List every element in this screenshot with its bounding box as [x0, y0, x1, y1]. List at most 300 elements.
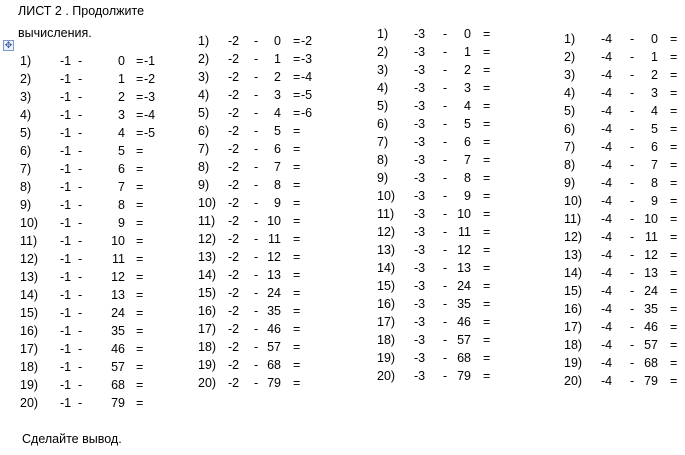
row-number: 2) — [377, 45, 389, 59]
equals-sign: = — [293, 160, 301, 174]
minuend: -4 — [601, 50, 613, 64]
answer[interactable]: -4 — [301, 70, 313, 84]
equals-sign: = — [670, 122, 678, 136]
minuend: -1 — [60, 198, 72, 212]
minuend: -3 — [414, 99, 426, 113]
subtrahend: 6 — [464, 135, 471, 149]
row-number: 14) — [20, 288, 39, 302]
subtrahend: 4 — [651, 104, 658, 118]
row-number: 10) — [20, 216, 39, 230]
minus-sign: - — [630, 320, 635, 334]
subtrahend: 11 — [112, 252, 125, 266]
subtrahend: 0 — [118, 54, 125, 68]
minuend: -3 — [414, 333, 426, 347]
minuend: -1 — [60, 54, 72, 68]
row-number: 17) — [20, 342, 39, 356]
minus-sign: - — [254, 340, 259, 354]
row-number: 10) — [198, 196, 217, 210]
equals-sign: = — [483, 315, 491, 329]
row-number: 13) — [198, 250, 217, 264]
minuend: -1 — [60, 252, 72, 266]
subtrahend: 6 — [651, 140, 658, 154]
row-number: 5) — [377, 99, 389, 113]
minuend: -2 — [228, 88, 240, 102]
subtrahend: 9 — [651, 194, 658, 208]
row-number: 17) — [564, 320, 583, 334]
minuend: -1 — [60, 126, 72, 140]
subtrahend: 5 — [274, 124, 281, 138]
minuend: -1 — [60, 288, 72, 302]
equals-sign: = — [483, 81, 491, 95]
row-number: 3) — [377, 63, 389, 77]
equals-sign: = — [136, 234, 144, 248]
subtrahend: 24 — [111, 306, 125, 320]
minuend: -4 — [601, 356, 613, 370]
minuend: -2 — [228, 196, 240, 210]
minus-sign: - — [443, 99, 448, 113]
minuend: -2 — [228, 286, 240, 300]
equals-sign: = — [293, 304, 301, 318]
worksheet-title — [18, 0, 218, 44]
minuend: -4 — [601, 122, 613, 136]
subtrahend: 10 — [644, 212, 658, 226]
minuend: -1 — [60, 324, 72, 338]
equals-sign: = — [670, 284, 678, 298]
minus-sign: - — [254, 304, 259, 318]
row-number: 3) — [198, 70, 210, 84]
equals-sign: = — [483, 63, 491, 77]
minuend: -2 — [228, 34, 240, 48]
minus-sign: - — [78, 108, 83, 122]
minus-sign: - — [254, 178, 259, 192]
minus-sign: - — [443, 351, 448, 365]
equals-sign: = — [293, 178, 301, 192]
answer[interactable]: -2 — [144, 72, 156, 86]
equals-sign: = — [136, 252, 144, 266]
subtrahend: 9 — [274, 196, 281, 210]
subtrahend: 12 — [267, 250, 281, 264]
equals-sign: = — [293, 358, 301, 372]
equals-sign: = — [293, 286, 301, 300]
minuend: -4 — [601, 284, 613, 298]
row-number: 2) — [20, 72, 32, 86]
minuend: -3 — [414, 351, 426, 365]
subtrahend: 7 — [274, 160, 281, 174]
minuend: -4 — [601, 176, 613, 190]
minus-sign: - — [630, 284, 635, 298]
subtrahend: 79 — [267, 376, 281, 390]
conclusion-prompt: Сделайте вывод. — [22, 432, 122, 446]
row-number: 13) — [377, 243, 396, 257]
minuend: -2 — [228, 358, 240, 372]
equals-sign: = — [293, 34, 301, 48]
subtrahend: 2 — [651, 68, 658, 82]
row-number: 2) — [564, 50, 576, 64]
row-number: 19) — [20, 378, 39, 392]
minus-sign: - — [78, 198, 83, 212]
minus-sign: - — [78, 90, 83, 104]
minus-sign: - — [443, 225, 448, 239]
minuend: -3 — [414, 27, 426, 41]
minuend: -3 — [414, 207, 426, 221]
subtrahend: 11 — [645, 230, 658, 244]
equals-sign: = — [670, 248, 678, 262]
minuend: -4 — [601, 86, 613, 100]
equals-sign: = — [293, 232, 301, 246]
equals-sign: = — [670, 302, 678, 316]
subtrahend: 7 — [651, 158, 658, 172]
row-number: 16) — [564, 302, 583, 316]
subtrahend: 9 — [464, 189, 471, 203]
minus-sign: - — [254, 232, 259, 246]
row-number: 4) — [564, 86, 576, 100]
row-number: 14) — [198, 268, 217, 282]
equals-sign: = — [483, 135, 491, 149]
row-number: 3) — [564, 68, 576, 82]
row-number: 7) — [564, 140, 576, 154]
subtrahend: 46 — [111, 342, 125, 356]
row-number: 9) — [564, 176, 576, 190]
minuend: -2 — [228, 124, 240, 138]
subtrahend: 12 — [457, 243, 471, 257]
minus-sign: - — [630, 212, 635, 226]
equals-sign: = — [136, 144, 144, 158]
minus-sign: - — [254, 196, 259, 210]
minuend: -1 — [60, 108, 72, 122]
row-number: 5) — [564, 104, 576, 118]
equals-sign: = — [483, 333, 491, 347]
row-number: 8) — [198, 160, 210, 174]
equals-sign: = — [136, 360, 144, 374]
minuend: -4 — [601, 230, 613, 244]
row-number: 8) — [20, 180, 32, 194]
minus-sign: - — [254, 322, 259, 336]
subtrahend: 57 — [457, 333, 471, 347]
minuend: -3 — [414, 297, 426, 311]
minuend: -2 — [228, 70, 240, 84]
minus-sign: - — [254, 52, 259, 66]
equals-sign: = — [136, 108, 144, 122]
minus-sign: - — [78, 324, 83, 338]
row-number: 6) — [564, 122, 576, 136]
row-number: 1) — [198, 34, 210, 48]
row-number: 11) — [564, 212, 582, 226]
equals-sign: = — [293, 52, 301, 66]
equals-sign: = — [293, 250, 301, 264]
row-number: 17) — [377, 315, 396, 329]
minuend: -3 — [414, 135, 426, 149]
equals-sign: = — [670, 158, 678, 172]
minus-sign: - — [443, 45, 448, 59]
equals-sign: = — [136, 306, 144, 320]
minuend: -2 — [228, 232, 240, 246]
minus-sign: - — [630, 356, 635, 370]
minuend: -4 — [601, 32, 613, 46]
minus-sign: - — [78, 144, 83, 158]
row-number: 8) — [564, 158, 576, 172]
answer[interactable]: -2 — [301, 34, 313, 48]
subtrahend: 1 — [651, 50, 658, 64]
equals-sign: = — [293, 70, 301, 84]
equals-sign: = — [293, 196, 301, 210]
minus-sign: - — [443, 63, 448, 77]
minuend: -4 — [601, 212, 613, 226]
subtrahend: 4 — [464, 99, 471, 113]
minus-sign: - — [630, 230, 635, 244]
equals-sign: = — [293, 124, 301, 138]
subtrahend: 35 — [267, 304, 281, 318]
subtrahend: 79 — [111, 396, 125, 410]
minus-sign: - — [78, 72, 83, 86]
minus-sign: - — [630, 248, 635, 262]
minus-sign: - — [254, 88, 259, 102]
subtrahend: 46 — [457, 315, 471, 329]
subtrahend: 35 — [111, 324, 125, 338]
equals-sign: = — [136, 396, 144, 410]
minuend: -1 — [60, 270, 72, 284]
minuend: -2 — [228, 322, 240, 336]
minus-sign: - — [254, 286, 259, 300]
subtrahend: 1 — [464, 45, 471, 59]
equals-sign: = — [670, 338, 678, 352]
minus-sign: - — [78, 342, 83, 356]
subtrahend: 13 — [457, 261, 471, 275]
equals-sign: = — [670, 212, 678, 226]
minuend: -4 — [601, 248, 613, 262]
table-move-handle-icon[interactable]: ✥ — [4, 40, 13, 50]
subtrahend: 2 — [118, 90, 125, 104]
minuend: -1 — [60, 72, 72, 86]
subtrahend: 5 — [464, 117, 471, 131]
minus-sign: - — [630, 104, 635, 118]
row-number: 4) — [377, 81, 389, 95]
minuend: -4 — [601, 68, 613, 82]
row-number: 15) — [377, 279, 396, 293]
minuend: -3 — [414, 63, 426, 77]
minuend: -3 — [414, 171, 426, 185]
minuend: -4 — [601, 194, 613, 208]
row-number: 11) — [20, 234, 38, 248]
subtrahend: 1 — [118, 72, 125, 86]
equals-sign: = — [136, 198, 144, 212]
subtrahend: 11 — [458, 225, 471, 239]
answer[interactable]: -6 — [301, 106, 313, 120]
minus-sign: - — [630, 302, 635, 316]
minus-sign: - — [443, 315, 448, 329]
subtrahend: 8 — [274, 178, 281, 192]
minus-sign: - — [443, 27, 448, 41]
minus-sign: - — [630, 158, 635, 172]
row-number: 7) — [20, 162, 32, 176]
row-number: 11) — [198, 214, 216, 228]
row-number: 12) — [20, 252, 39, 266]
equals-sign: = — [670, 356, 678, 370]
row-number: 16) — [377, 297, 396, 311]
row-number: 16) — [198, 304, 217, 318]
minus-sign: - — [78, 54, 83, 68]
equals-sign: = — [293, 106, 301, 120]
row-number: 6) — [377, 117, 389, 131]
subtrahend: 46 — [644, 320, 658, 334]
subtrahend: 57 — [267, 340, 281, 354]
answer[interactable]: -5 — [144, 126, 156, 140]
minus-sign: - — [630, 32, 635, 46]
minuend: -3 — [414, 369, 426, 383]
equals-sign: = — [136, 162, 144, 176]
minuend: -3 — [414, 45, 426, 59]
equals-sign: = — [136, 180, 144, 194]
equals-sign: = — [483, 351, 491, 365]
row-number: 15) — [20, 306, 39, 320]
minus-sign: - — [254, 214, 259, 228]
minus-sign: - — [78, 396, 83, 410]
minuend: -3 — [414, 153, 426, 167]
equals-sign: = — [483, 189, 491, 203]
minus-sign: - — [630, 176, 635, 190]
row-number: 8) — [377, 153, 389, 167]
row-number: 1) — [564, 32, 576, 46]
equals-sign: = — [136, 72, 144, 86]
equals-sign: = — [293, 214, 301, 228]
row-number: 5) — [198, 106, 210, 120]
row-number: 1) — [377, 27, 389, 41]
minus-sign: - — [630, 122, 635, 136]
equals-sign: = — [483, 99, 491, 113]
minuend: -3 — [414, 279, 426, 293]
minus-sign: - — [630, 140, 635, 154]
title-line-2: вычисления. — [18, 26, 92, 40]
row-number: 20) — [198, 376, 217, 390]
subtrahend: 4 — [274, 106, 281, 120]
row-number: 6) — [20, 144, 32, 158]
subtrahend: 4 — [118, 126, 125, 140]
subtrahend: 3 — [118, 108, 125, 122]
minuend: -3 — [414, 81, 426, 95]
minus-sign: - — [78, 378, 83, 392]
minuend: -3 — [414, 225, 426, 239]
equals-sign: = — [670, 266, 678, 280]
minus-sign: - — [630, 50, 635, 64]
row-number: 6) — [198, 124, 210, 138]
minus-sign: - — [78, 306, 83, 320]
equals-sign: = — [136, 288, 144, 302]
minuend: -2 — [228, 304, 240, 318]
minus-sign: - — [254, 124, 259, 138]
minus-sign: - — [78, 234, 83, 248]
row-number: 12) — [377, 225, 396, 239]
minus-sign: - — [443, 117, 448, 131]
minuend: -2 — [228, 106, 240, 120]
row-number: 2) — [198, 52, 210, 66]
equals-sign: = — [136, 126, 144, 140]
subtrahend: 79 — [457, 369, 471, 383]
row-number: 5) — [20, 126, 32, 140]
minuend: -4 — [601, 302, 613, 316]
subtrahend: 13 — [111, 288, 125, 302]
minuend: -3 — [414, 243, 426, 257]
minus-sign: - — [443, 207, 448, 221]
row-number: 17) — [198, 322, 217, 336]
row-number: 20) — [20, 396, 39, 410]
row-number: 10) — [564, 194, 583, 208]
minus-sign: - — [254, 268, 259, 282]
equals-sign: = — [483, 207, 491, 221]
row-number: 1) — [20, 54, 32, 68]
row-number: 12) — [198, 232, 217, 246]
equals-sign: = — [670, 32, 678, 46]
equals-sign: = — [670, 194, 678, 208]
minus-sign: - — [78, 216, 83, 230]
subtrahend: 10 — [111, 234, 125, 248]
subtrahend: 6 — [274, 142, 281, 156]
row-number: 10) — [377, 189, 396, 203]
minus-sign: - — [630, 86, 635, 100]
equals-sign: = — [136, 90, 144, 104]
minuend: -2 — [228, 214, 240, 228]
subtrahend: 12 — [111, 270, 125, 284]
subtrahend: 3 — [464, 81, 471, 95]
minus-sign: - — [254, 376, 259, 390]
minus-sign: - — [630, 194, 635, 208]
row-number: 11) — [377, 207, 395, 221]
answer[interactable]: -1 — [144, 54, 156, 68]
subtrahend: 24 — [457, 279, 471, 293]
row-number: 18) — [198, 340, 217, 354]
equals-sign: = — [483, 279, 491, 293]
minus-sign: - — [630, 374, 635, 388]
minuend: -3 — [414, 117, 426, 131]
minus-sign: - — [443, 81, 448, 95]
subtrahend: 2 — [464, 63, 471, 77]
answer[interactable]: -4 — [144, 108, 156, 122]
equals-sign: = — [136, 378, 144, 392]
equals-sign: = — [293, 88, 301, 102]
subtrahend: 10 — [267, 214, 281, 228]
minuend: -1 — [60, 162, 72, 176]
answer[interactable]: -3 — [144, 90, 156, 104]
row-number: 7) — [377, 135, 389, 149]
subtrahend: 68 — [644, 356, 658, 370]
minus-sign: - — [254, 358, 259, 372]
equals-sign: = — [670, 68, 678, 82]
minuend: -1 — [60, 180, 72, 194]
minuend: -3 — [414, 261, 426, 275]
equals-sign: = — [136, 342, 144, 356]
minuend: -1 — [60, 234, 72, 248]
minuend: -1 — [60, 378, 72, 392]
subtrahend: 13 — [644, 266, 658, 280]
answer[interactable]: -5 — [301, 88, 313, 102]
subtrahend: 79 — [644, 374, 658, 388]
subtrahend: 68 — [267, 358, 281, 372]
minus-sign: - — [630, 266, 635, 280]
minuend: -1 — [60, 90, 72, 104]
minuend: -4 — [601, 338, 613, 352]
minus-sign: - — [78, 288, 83, 302]
minus-sign: - — [254, 106, 259, 120]
minuend: -4 — [601, 104, 613, 118]
equals-sign: = — [136, 324, 144, 338]
equals-sign: = — [670, 230, 678, 244]
answer[interactable]: -3 — [301, 52, 313, 66]
minuend: -3 — [414, 315, 426, 329]
row-number: 15) — [198, 286, 217, 300]
subtrahend: 8 — [651, 176, 658, 190]
row-number: 18) — [377, 333, 396, 347]
equals-sign: = — [136, 216, 144, 230]
minus-sign: - — [630, 338, 635, 352]
minuend: -1 — [60, 216, 72, 230]
